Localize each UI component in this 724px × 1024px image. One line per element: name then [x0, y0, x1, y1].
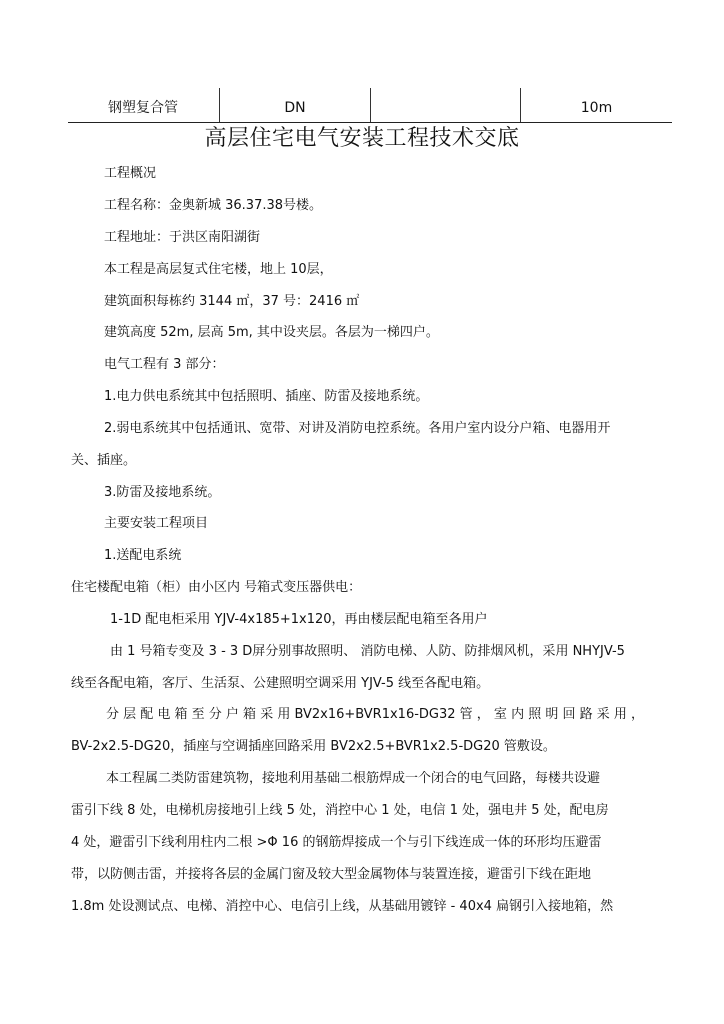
paragraph-line: 4 处，避雷引下线利用柱内二根 >Φ 16 的钢筋焊接成一个与引下线连成一体的环形均压避雷 [71, 835, 602, 850]
dn-cell: DN [284, 100, 306, 116]
paragraph-line: 雷引下线 8 处，电梯机房接地引上线 5 处，消控中心 1 处，电信 1 处，强电井 5 处，配电房 [71, 803, 609, 818]
paragraph-line: 线至各配电箱，客厅、生活泵、公建照明空调采用 YJV-5 线至各配电箱。 [71, 676, 490, 691]
document-title: 高层住宅电气安装工程技术交底 [204, 126, 520, 151]
paragraph-line: 1.8m 处设测试点、电梯、消控中心、电信引上线，从基础用镀锌 - 40x4 扁钢引入接地箱，然 [71, 899, 614, 914]
list-item-continuation: 关、插座。 [71, 453, 137, 468]
paragraph-line: 带，以防侧击雷，并接将各层的金属门窗及较大型金属物体与装置连接，避雷引下线在距地 [71, 867, 592, 882]
section-heading: 主要安装工程项目 [104, 516, 209, 531]
material-table-row [68, 88, 672, 123]
length-cell: 10m [580, 100, 613, 116]
paragraph-line: 分 层 配 电 箱 至 分 户 箱 采 用 BV2x16+BVR1x16-DG32 管 ， 室 内 照 明 回 路 采 用 ， [106, 707, 644, 722]
section-heading: 工程概况 [104, 166, 157, 181]
project-name: 工程名称：金奥新城 36.37.38号楼。 [104, 198, 323, 213]
building-height: 建筑高度 52m, 层高 5m, 其中设夹层。各层为一梯四户。 [104, 325, 439, 340]
paragraph-line: BV-2x2.5-DG20，插座与空调插座回路采用 BV2x2.5+BVR1x2.5-DG20 管敷设。 [71, 739, 556, 754]
building-area: 建筑面积每栋约 3144 ㎡，37 号：2416 ㎡ [104, 294, 360, 309]
subsection-heading: 1.送配电系统 [104, 548, 182, 563]
paragraph-line: 1-1D 配电柜采用 YJV-4x185+1x120，再由楼层配电箱至各用户 [110, 612, 488, 627]
list-item: 2.弱电系统其中包括通讯、宽带、对讲及消防电控系统。各用户室内设分户箱、电器用开 [104, 421, 611, 436]
list-item: 3.防雷及接地系统。 [104, 485, 221, 500]
material-cell: 钢塑复合管 [108, 100, 178, 116]
blank-cell [371, 88, 519, 122]
paragraph-line: 住宅楼配电箱（柜）由小区内 号箱式变压器供电： [71, 580, 362, 595]
list-item: 1.电力供电系统其中包括照明、插座、防雷及接地系统。 [104, 389, 429, 404]
electrical-parts: 电气工程有 3 部分： [104, 357, 225, 372]
paragraph-line: 由 1 号箱专变及 3 - 3 D屏分别事故照明、 消防电梯、人防、防排烟风机，采用 NHYJV-5 [110, 644, 625, 659]
paragraph-line: 本工程属二类防雷建筑物，接地利用基础二根筋焊成一个闭合的电气回路，每楼共设避 [106, 771, 601, 786]
building-type: 本工程是高层复式住宅楼，地上 10层， [104, 262, 333, 277]
project-address: 工程地址：于洪区南阳湖街 [104, 230, 261, 245]
